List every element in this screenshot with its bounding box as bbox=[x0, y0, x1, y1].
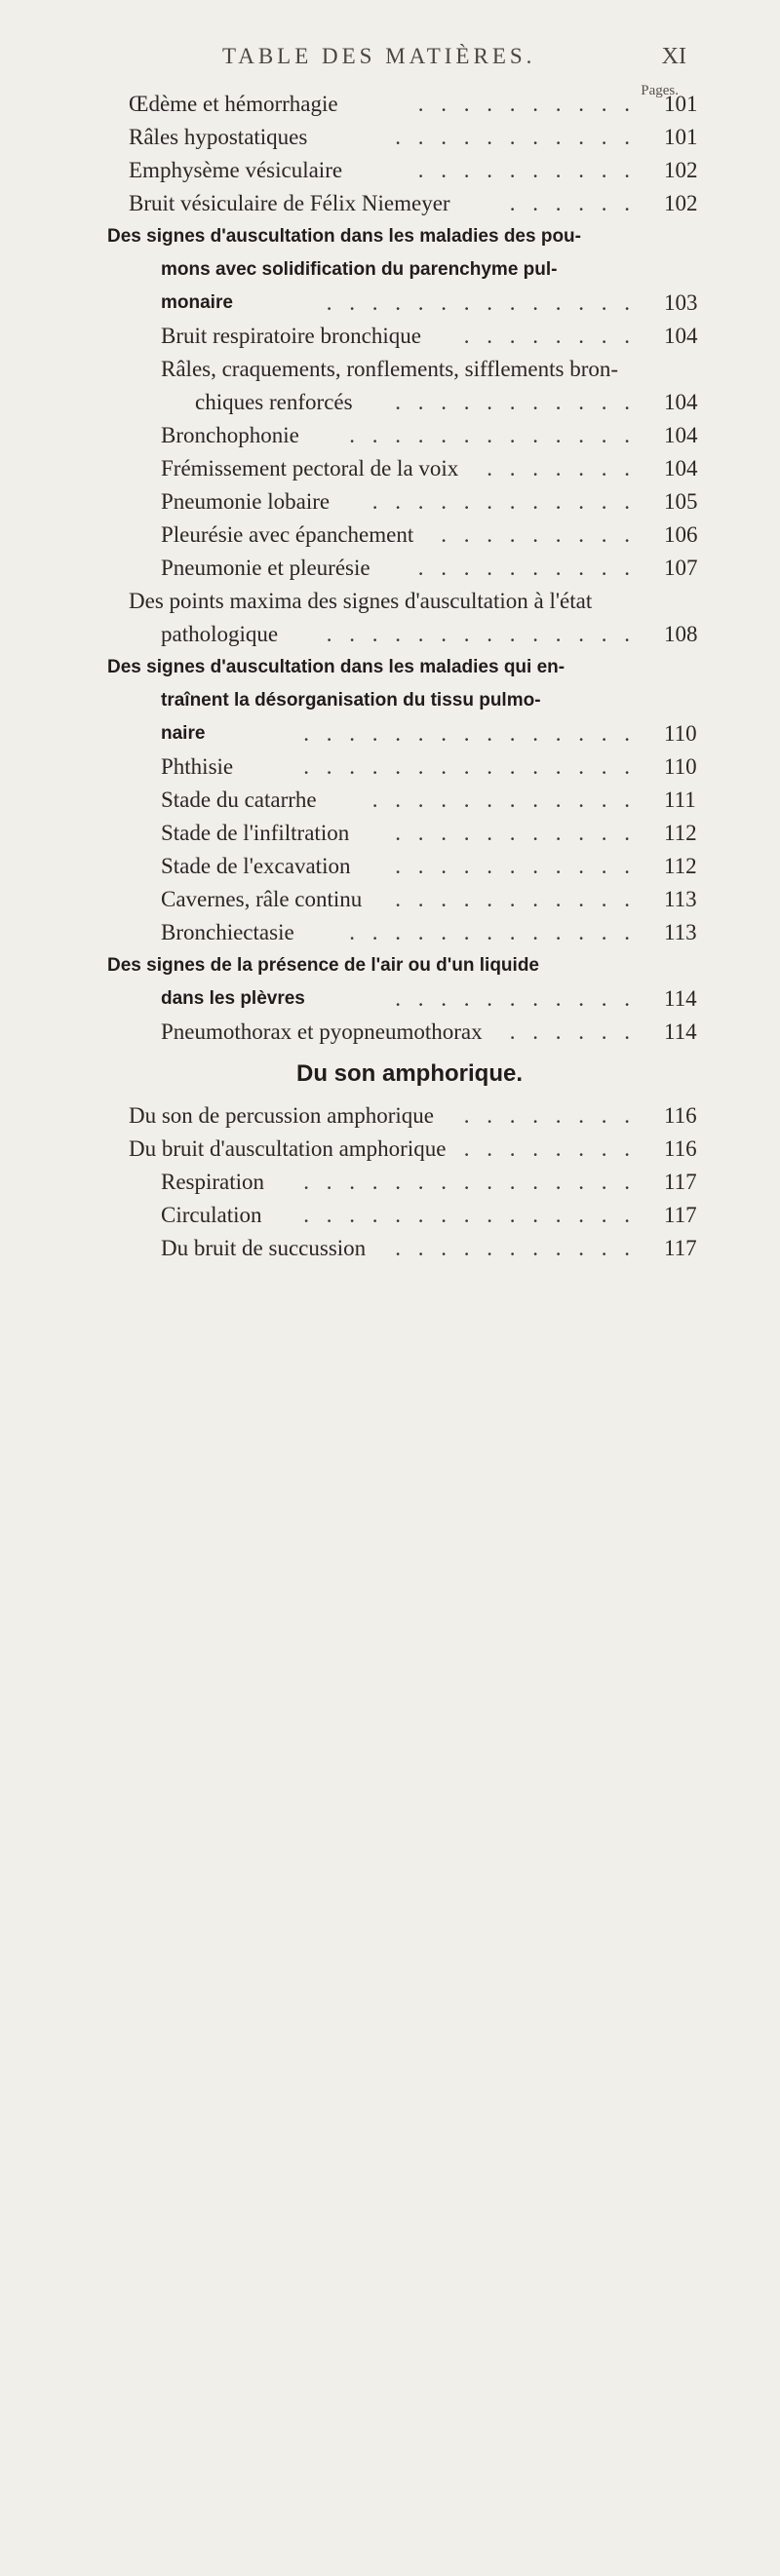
entry-title: Phthisie bbox=[161, 754, 234, 779]
entry-title: Du son de percussion amphorique bbox=[129, 1103, 434, 1128]
dot-leader: . . . . . . . . . . . bbox=[395, 125, 636, 149]
dot-leader: . . . . . . . bbox=[487, 456, 636, 481]
entry-title: pathologique bbox=[161, 622, 279, 646]
toc-entry bbox=[0, 121, 780, 154]
toc-entry bbox=[0, 883, 780, 916]
toc-entry bbox=[0, 850, 780, 883]
entry-title: Bruit respiratoire bronchique bbox=[161, 324, 421, 348]
entry-page-number: 110 bbox=[664, 754, 697, 779]
entry-title: Stade de l'excavation bbox=[161, 854, 351, 878]
toc-entry bbox=[0, 817, 780, 850]
toc-entries bbox=[0, 88, 780, 1049]
entry-title: Du bruit d'auscultation amphorique bbox=[129, 1136, 447, 1161]
toc-entry bbox=[0, 253, 780, 287]
entry-page-number: 104 bbox=[664, 423, 698, 447]
entry-title: Pneumothorax et pyopneumothorax bbox=[161, 1019, 483, 1044]
entry-title: Des signes d'auscultation dans les maladies des pou- bbox=[107, 226, 581, 247]
toc-entry bbox=[0, 1232, 780, 1265]
dot-leader: . . . . . . bbox=[509, 1019, 636, 1044]
entry-page-number: 108 bbox=[664, 622, 698, 646]
toc-entry bbox=[0, 982, 780, 1016]
entry-title: Pneumonie et pleurésie bbox=[161, 556, 370, 580]
toc-entry bbox=[0, 552, 780, 585]
toc-entry bbox=[0, 88, 780, 121]
toc-entry bbox=[0, 916, 780, 949]
toc-entry bbox=[0, 717, 780, 750]
folio-number: XI bbox=[661, 44, 686, 69]
entry-title: Cavernes, râle continu bbox=[161, 887, 363, 911]
entry-page-number: 116 bbox=[664, 1136, 697, 1161]
entry-page-number: 103 bbox=[664, 290, 698, 315]
dot-leader: . . . . . . . . . . . bbox=[395, 887, 636, 911]
entry-title: Stade de l'infiltration bbox=[161, 821, 350, 845]
entry-page-number: 107 bbox=[664, 556, 698, 580]
entry-title: dans les plèvres bbox=[161, 988, 305, 1009]
entry-title: Stade du catarrhe bbox=[161, 788, 317, 812]
section-heading: Du son amphorique. bbox=[295, 1060, 523, 1087]
entry-page-number: 106 bbox=[664, 522, 698, 547]
entry-page-number: 113 bbox=[664, 887, 697, 911]
toc-entry bbox=[0, 684, 780, 717]
entry-page-number: 114 bbox=[664, 1019, 697, 1044]
dot-leader: . . . . . . . . bbox=[463, 324, 636, 348]
entry-page-number: 104 bbox=[664, 456, 698, 481]
entry-title: chiques renforcés bbox=[195, 390, 353, 414]
entry-title: Pneumonie lobaire bbox=[161, 489, 331, 514]
entry-title: Circulation bbox=[161, 1203, 262, 1227]
dot-leader: . . . . . . . . . . . bbox=[395, 854, 636, 878]
dot-leader: . . . . . . . . . . . . bbox=[371, 788, 636, 812]
entry-title: Des points maxima des signes d'auscultation à l'état bbox=[129, 589, 593, 613]
dot-leader: . . . . . . . . . . . . bbox=[371, 489, 636, 514]
toc-entry bbox=[0, 485, 780, 519]
toc-entry bbox=[0, 419, 780, 452]
entry-page-number: 114 bbox=[664, 986, 697, 1011]
dot-leader: . . . . . . . . . . . . . . bbox=[326, 622, 636, 646]
entry-title: Pleurésie avec épanchement bbox=[161, 522, 414, 547]
toc-entry bbox=[0, 949, 780, 982]
dot-leader: . . . . . . . . bbox=[463, 1103, 636, 1128]
dot-leader: . . . . . . . . . . bbox=[417, 556, 636, 580]
entry-title: Râles hypostatiques bbox=[129, 125, 308, 149]
toc-entry bbox=[0, 651, 780, 684]
dot-leader: . . . . . . bbox=[509, 191, 636, 215]
entry-title: Emphysème vésiculaire bbox=[129, 158, 343, 182]
entry-page-number: 117 bbox=[664, 1236, 697, 1260]
dot-leader: . . . . . . . . . . . bbox=[395, 1236, 636, 1260]
toc-entry bbox=[0, 386, 780, 419]
toc-entry bbox=[0, 220, 780, 253]
toc-entry bbox=[0, 1166, 780, 1199]
toc-entry bbox=[0, 784, 780, 817]
entry-title: naire bbox=[161, 723, 206, 744]
toc-entry bbox=[0, 750, 780, 784]
entry-title: Râles, craquements, ronflements, sifflements bron- bbox=[161, 357, 619, 381]
toc-entry bbox=[0, 585, 780, 618]
toc-entry bbox=[0, 452, 780, 485]
entry-title: Des signes de la présence de l'air ou d'un liquide bbox=[107, 955, 539, 976]
entry-title: traînent la désorganisation du tissu pulmo- bbox=[161, 690, 541, 711]
toc-entry bbox=[0, 320, 780, 353]
toc-entry bbox=[0, 287, 780, 320]
entry-page-number: 102 bbox=[664, 158, 698, 182]
toc-entry bbox=[0, 1016, 780, 1049]
entry-page-number: 113 bbox=[664, 920, 697, 944]
entry-title: mons avec solidification du parenchyme pul- bbox=[161, 259, 558, 280]
entry-page-number: 105 bbox=[664, 489, 698, 514]
toc-entry bbox=[0, 154, 780, 187]
toc-entry bbox=[0, 1199, 780, 1232]
toc-entry bbox=[0, 618, 780, 651]
toc-entry bbox=[0, 1099, 780, 1133]
entry-title: monaire bbox=[161, 292, 233, 313]
entry-page-number: 104 bbox=[664, 390, 698, 414]
entry-page-number: 112 bbox=[664, 821, 697, 845]
entry-page-number: 101 bbox=[664, 92, 698, 116]
running-title: TABLE DES MATIÈRES. bbox=[222, 44, 536, 68]
entry-page-number: 110 bbox=[664, 721, 697, 746]
dot-leader: . . . . . . . . . bbox=[441, 522, 636, 547]
toc-entry bbox=[0, 519, 780, 552]
dot-leader: . . . . . . . . . . . . . . . bbox=[303, 754, 636, 779]
entry-page-number: 112 bbox=[664, 854, 697, 878]
toc-entries-amphoric bbox=[0, 1099, 780, 1265]
dot-leader: . . . . . . . . . . . . . . . bbox=[303, 1203, 636, 1227]
entry-title: Bronchophonie bbox=[161, 423, 299, 447]
entry-title: Du bruit de succussion bbox=[161, 1236, 367, 1260]
entry-page-number: 117 bbox=[664, 1203, 697, 1227]
dot-leader: . . . . . . . . . . . . . . bbox=[326, 290, 636, 315]
dot-leader: . . . . . . . . . . . bbox=[395, 821, 636, 845]
entry-title: Œdème et hémorrhagie bbox=[129, 92, 338, 116]
entry-title: Bronchiectasie bbox=[161, 920, 294, 944]
entry-title: Frémissement pectoral de la voix bbox=[161, 456, 459, 481]
dot-leader: . . . . . . . . . . . . . bbox=[349, 920, 636, 944]
dot-leader: . . . . . . . . . . . bbox=[395, 986, 636, 1011]
entry-page-number: 102 bbox=[664, 191, 698, 215]
toc-entry bbox=[0, 353, 780, 386]
toc-entry bbox=[0, 1133, 780, 1166]
entry-title: Bruit vésiculaire de Félix Niemeyer bbox=[129, 191, 450, 215]
entry-page-number: 104 bbox=[664, 324, 698, 348]
dot-leader: . . . . . . . . . . . . . bbox=[349, 423, 636, 447]
entry-page-number: 111 bbox=[664, 788, 696, 812]
pages-column-label: Pages. bbox=[641, 83, 679, 98]
entry-title: Respiration bbox=[161, 1170, 265, 1194]
dot-leader: . . . . . . . . . . bbox=[417, 92, 636, 116]
entry-title: Des signes d'auscultation dans les maladies qui en- bbox=[107, 657, 566, 677]
entry-page-number: 117 bbox=[664, 1170, 697, 1194]
entry-page-number: 101 bbox=[664, 125, 698, 149]
dot-leader: . . . . . . . . bbox=[463, 1136, 636, 1161]
dot-leader: . . . . . . . . . . . . . . . bbox=[303, 1170, 636, 1194]
page-header bbox=[0, 44, 780, 98]
dot-leader: . . . . . . . . . . . . . . . bbox=[303, 721, 636, 746]
toc-entry bbox=[0, 187, 780, 220]
table-of-contents bbox=[0, 88, 780, 1265]
entry-page-number: 116 bbox=[664, 1103, 697, 1128]
dot-leader: . . . . . . . . . . bbox=[417, 158, 636, 182]
dot-leader: . . . . . . . . . . . bbox=[395, 390, 636, 414]
